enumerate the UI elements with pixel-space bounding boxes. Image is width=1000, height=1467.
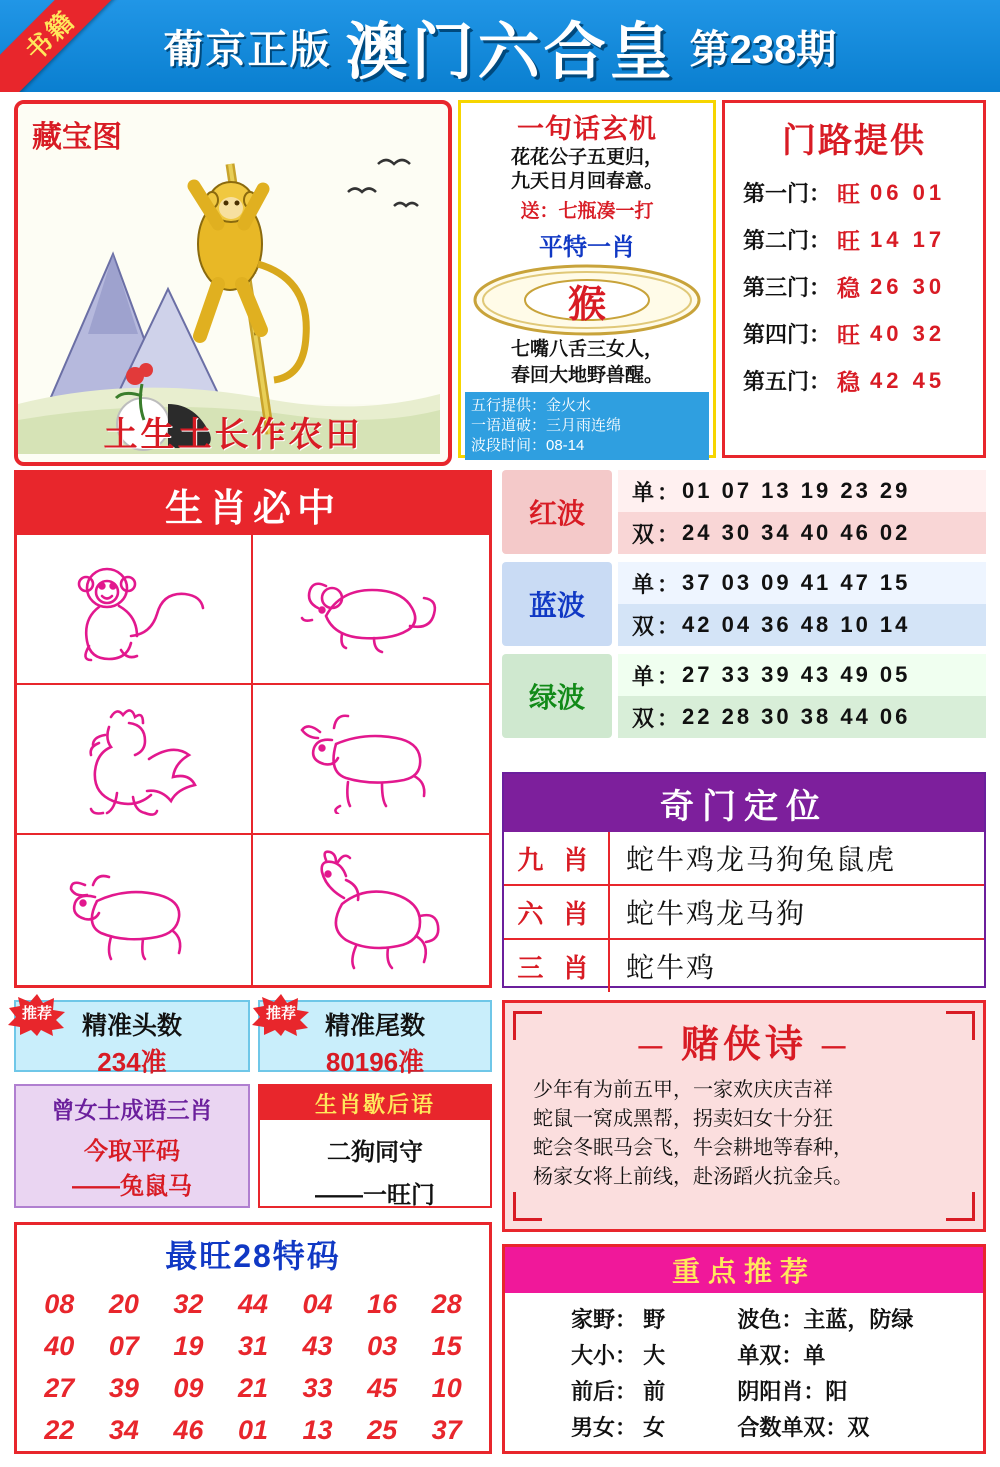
treasure-map-panel xyxy=(14,100,452,466)
menlu-row-state: 旺 xyxy=(837,322,861,348)
menlu-row-label: 第四门： xyxy=(743,322,832,347)
special-code: 07 xyxy=(108,1330,139,1361)
precise-tail-panel xyxy=(258,1000,492,1077)
shengxiao-grid xyxy=(17,535,489,985)
special-code: 40 xyxy=(44,1330,75,1361)
menlu-row xyxy=(725,317,983,350)
shengxiao-cell-horse xyxy=(253,835,489,985)
poem-body xyxy=(533,1076,955,1192)
special-code: 31 xyxy=(237,1330,269,1361)
poem-title: 赌侠诗 xyxy=(680,1024,807,1066)
shengxiao-cell-rat xyxy=(253,535,489,685)
wave-rows-blue xyxy=(618,562,986,646)
wave-even-values: 24 30 34 40 46 02 xyxy=(682,520,911,545)
riddle-extra-2: 春回大地野兽醒。 xyxy=(510,365,663,386)
header-title xyxy=(0,0,1000,92)
key-recommend-left: 大小： 大 xyxy=(571,1343,666,1368)
qimen-row xyxy=(504,886,984,940)
menlu-row-state: 稳 xyxy=(837,275,861,301)
qimen-row-key: 六 肖 xyxy=(504,886,610,938)
wave-odd-values: 37 03 09 41 47 15 xyxy=(682,570,911,595)
wave-odd-values: 01 07 13 19 23 29 xyxy=(682,478,911,503)
wave-block-green xyxy=(502,654,986,738)
wave-odd-values: 27 33 39 43 49 05 xyxy=(682,662,911,687)
zodiac-value: 猴 xyxy=(567,283,606,326)
key-recommend-right: 波色：主蓝，防绿 xyxy=(737,1307,914,1332)
poem-corner-ornament xyxy=(513,1192,542,1221)
recommend-badge-label: 推荐 xyxy=(21,1005,52,1022)
riddle-info-yuyu: 一语道破：三月雨连绵 xyxy=(471,417,622,434)
menlu-row-numbers: 06 01 xyxy=(870,179,946,205)
riddle-panel xyxy=(458,100,716,458)
menlu-row-state: 稳 xyxy=(837,369,861,395)
xiehouyu-panel xyxy=(258,1084,492,1208)
special-codes-title: 最旺28特码 xyxy=(165,1238,341,1274)
shengxiao-cell-goat xyxy=(17,835,253,985)
wave-row-odd xyxy=(618,654,986,696)
qimen-row xyxy=(504,940,984,992)
riddle-info-wuxing: 五行提供：金火水 xyxy=(471,397,592,414)
key-recommend-right: 合数单双：双 xyxy=(737,1415,870,1440)
special-code: 28 xyxy=(431,1288,462,1319)
special-code: 04 xyxy=(302,1288,333,1319)
wave-name-blue: 蓝波 xyxy=(502,562,612,646)
special-code: 33 xyxy=(302,1372,333,1403)
menlu-title: 门路提供 xyxy=(782,122,926,160)
key-recommend-grid xyxy=(505,1303,983,1447)
special-code: 01 xyxy=(237,1414,269,1445)
wave-rows-green xyxy=(618,654,986,738)
corner-ribbon-badge: 书籍 xyxy=(0,0,130,92)
menlu-row-numbers: 26 30 xyxy=(870,273,946,299)
wave-odd-label: 单： xyxy=(632,479,683,505)
xiehouyu-value-1: 二狗同守 xyxy=(327,1139,423,1166)
goat-icon xyxy=(59,855,209,965)
wave-name-red: 红波 xyxy=(502,470,612,554)
recommend-badge xyxy=(8,994,66,1036)
menlu-row-label: 第五门： xyxy=(743,369,832,394)
header-main-title: 澳门六合皇 xyxy=(345,17,676,87)
xiehouyu-title: 生肖歇后语 xyxy=(260,1086,490,1120)
key-recommend-right: 单双：单 xyxy=(737,1343,826,1368)
menlu-row xyxy=(725,364,983,397)
treasure-map-label: 藏宝图 xyxy=(32,121,122,154)
recommend-badge xyxy=(252,994,310,1036)
wave-row-odd xyxy=(618,562,986,604)
special-code: 13 xyxy=(302,1414,333,1445)
shengxiao-panel xyxy=(14,470,492,988)
poem-line: 少年有为前五甲，一家欢庆庆吉祥 xyxy=(533,1079,833,1101)
riddle-extra-1: 七嘴八舌三女人， xyxy=(510,339,663,360)
wave-name-green: 绿波 xyxy=(502,654,612,738)
shengxiao-cell-rooster xyxy=(17,685,253,835)
qimen-row-key: 九 肖 xyxy=(504,832,610,884)
poem-panel xyxy=(502,1000,986,1232)
special-code: 03 xyxy=(367,1330,398,1361)
poem-dash-right: — xyxy=(821,1032,850,1060)
special-code: 21 xyxy=(237,1372,269,1403)
special-code: 19 xyxy=(173,1330,204,1361)
poem-corner-ornament xyxy=(946,1192,975,1221)
key-recommend-panel xyxy=(502,1244,986,1454)
header-issue: 第238期 xyxy=(689,27,837,72)
zeng-idiom-panel xyxy=(14,1084,250,1208)
wave-tables xyxy=(502,470,986,762)
qimen-row-value: 蛇牛鸡 xyxy=(626,952,717,983)
shengxiao-title: 生肖必中 xyxy=(17,473,489,535)
key-recommend-right: 阴阳肖：阳 xyxy=(737,1379,848,1404)
wave-block-red xyxy=(502,470,986,554)
poem-line: 蛇鼠一窝成黑帮，拐卖妇女十分狂 xyxy=(533,1108,833,1130)
special-code: 15 xyxy=(431,1330,462,1361)
wave-rows-red xyxy=(618,470,986,554)
menlu-row-label: 第一门： xyxy=(743,181,832,206)
wave-even-values: 42 04 36 48 10 14 xyxy=(682,612,911,637)
qimen-row-value: 蛇牛鸡龙马狗 xyxy=(626,898,807,929)
wave-row-even xyxy=(618,512,986,554)
qimen-panel xyxy=(502,772,986,988)
special-code: 09 xyxy=(173,1372,204,1403)
zeng-title: 曾女士成语三肖 xyxy=(51,1097,213,1123)
wave-odd-label: 单： xyxy=(632,571,683,597)
precise-head-title: 精准头数 xyxy=(81,1012,182,1040)
menlu-row-state: 旺 xyxy=(837,181,861,207)
special-code: 25 xyxy=(367,1414,398,1445)
precise-head-panel xyxy=(14,1000,250,1077)
precise-head-value: 234准 xyxy=(97,1047,167,1077)
riddle-info-time: 波段时间：08-14 xyxy=(471,437,585,454)
poem-line: 蛇会冬眠马会飞，牛会耕地等春种， xyxy=(533,1137,853,1159)
menlu-row-numbers: 42 45 xyxy=(870,367,946,393)
special-code: 08 xyxy=(44,1288,75,1319)
poem-line: 杨家女将上前线，赴汤蹈火抗金兵。 xyxy=(533,1166,853,1188)
poem-corner-ornament xyxy=(513,1011,542,1040)
shengxiao-cell-ox xyxy=(253,685,489,835)
page-header xyxy=(0,0,1000,92)
wave-row-even xyxy=(618,696,986,738)
wave-block-blue xyxy=(502,562,986,646)
zeng-value-1: 今取平码 xyxy=(84,1138,180,1165)
menlu-panel xyxy=(722,100,986,458)
ox-icon xyxy=(296,704,446,814)
precise-tail-title: 精准尾数 xyxy=(324,1012,425,1040)
special-code: 37 xyxy=(431,1414,462,1445)
wave-row-odd xyxy=(618,470,986,512)
special-codes-panel xyxy=(14,1222,492,1454)
menlu-row xyxy=(725,223,983,256)
treasure-map-caption: 土生土长作农田 xyxy=(103,416,363,454)
special-code: 10 xyxy=(431,1372,462,1403)
riddle-title: 一句话玄机 xyxy=(517,114,657,144)
recommend-badge-label: 推荐 xyxy=(265,1005,296,1022)
riddle-send-line: 送：七瓶凑一打 xyxy=(520,201,654,222)
zeng-value-2: ——兔鼠马 xyxy=(72,1173,192,1200)
key-recommend-left: 前后： 前 xyxy=(571,1379,666,1404)
treasure-illustration xyxy=(18,104,440,454)
menlu-row xyxy=(725,270,983,303)
special-code: 20 xyxy=(108,1288,139,1319)
menlu-row-state: 旺 xyxy=(837,228,861,254)
menlu-row-numbers: 14 17 xyxy=(870,226,946,252)
menlu-row-label: 第三门： xyxy=(743,275,832,300)
wave-odd-label: 单： xyxy=(632,663,683,689)
qimen-title: 奇门定位 xyxy=(504,774,984,832)
wave-even-values: 22 28 30 38 44 06 xyxy=(682,704,911,729)
horse-icon xyxy=(296,850,446,970)
qimen-row xyxy=(504,832,984,886)
special-code: 39 xyxy=(108,1372,139,1403)
wave-even-label: 双： xyxy=(632,705,683,731)
zodiac-oval xyxy=(472,264,702,336)
special-code: 34 xyxy=(108,1414,139,1445)
poem-title-row xyxy=(505,1013,983,1068)
riddle-subtitle: 平特一肖 xyxy=(539,234,635,261)
monkey-icon xyxy=(59,554,209,664)
riddle-line-1: 花花公子五更归， xyxy=(510,147,663,168)
poem-dash-left: — xyxy=(638,1032,667,1060)
menlu-row xyxy=(725,176,983,209)
special-code: 32 xyxy=(173,1288,204,1319)
shengxiao-cell-monkey xyxy=(17,535,253,685)
special-code: 43 xyxy=(302,1330,333,1361)
menlu-row-numbers: 40 32 xyxy=(870,320,946,346)
wave-even-label: 双： xyxy=(632,521,683,547)
xiehouyu-value-2: ——一旺门 xyxy=(315,1182,435,1209)
key-recommend-left: 家野： 野 xyxy=(571,1307,666,1332)
special-code: 45 xyxy=(367,1372,398,1403)
special-code: 46 xyxy=(173,1414,204,1445)
precise-tail-value: 80196准 xyxy=(325,1047,425,1077)
key-recommend-title: 重点推荐 xyxy=(505,1247,983,1293)
special-code: 16 xyxy=(367,1288,398,1319)
special-code: 27 xyxy=(44,1372,75,1403)
special-codes-grid xyxy=(27,1283,479,1451)
wave-row-even xyxy=(618,604,986,646)
special-code: 22 xyxy=(44,1414,75,1445)
qimen-row-key: 三 肖 xyxy=(504,940,610,992)
qimen-row-value: 蛇牛鸡龙马狗兔鼠虎 xyxy=(626,844,897,875)
wave-even-label: 双： xyxy=(632,613,683,639)
riddle-line-2: 九天日月回春意。 xyxy=(510,171,663,192)
special-code: 44 xyxy=(237,1288,269,1319)
menlu-row-label: 第二门： xyxy=(743,228,832,253)
header-prefix: 葡京正版 xyxy=(163,27,332,72)
rooster-icon xyxy=(59,699,209,819)
poem-corner-ornament xyxy=(946,1011,975,1040)
riddle-info-box xyxy=(465,392,709,460)
key-recommend-left: 男女： 女 xyxy=(571,1415,666,1440)
rat-icon xyxy=(296,554,446,664)
